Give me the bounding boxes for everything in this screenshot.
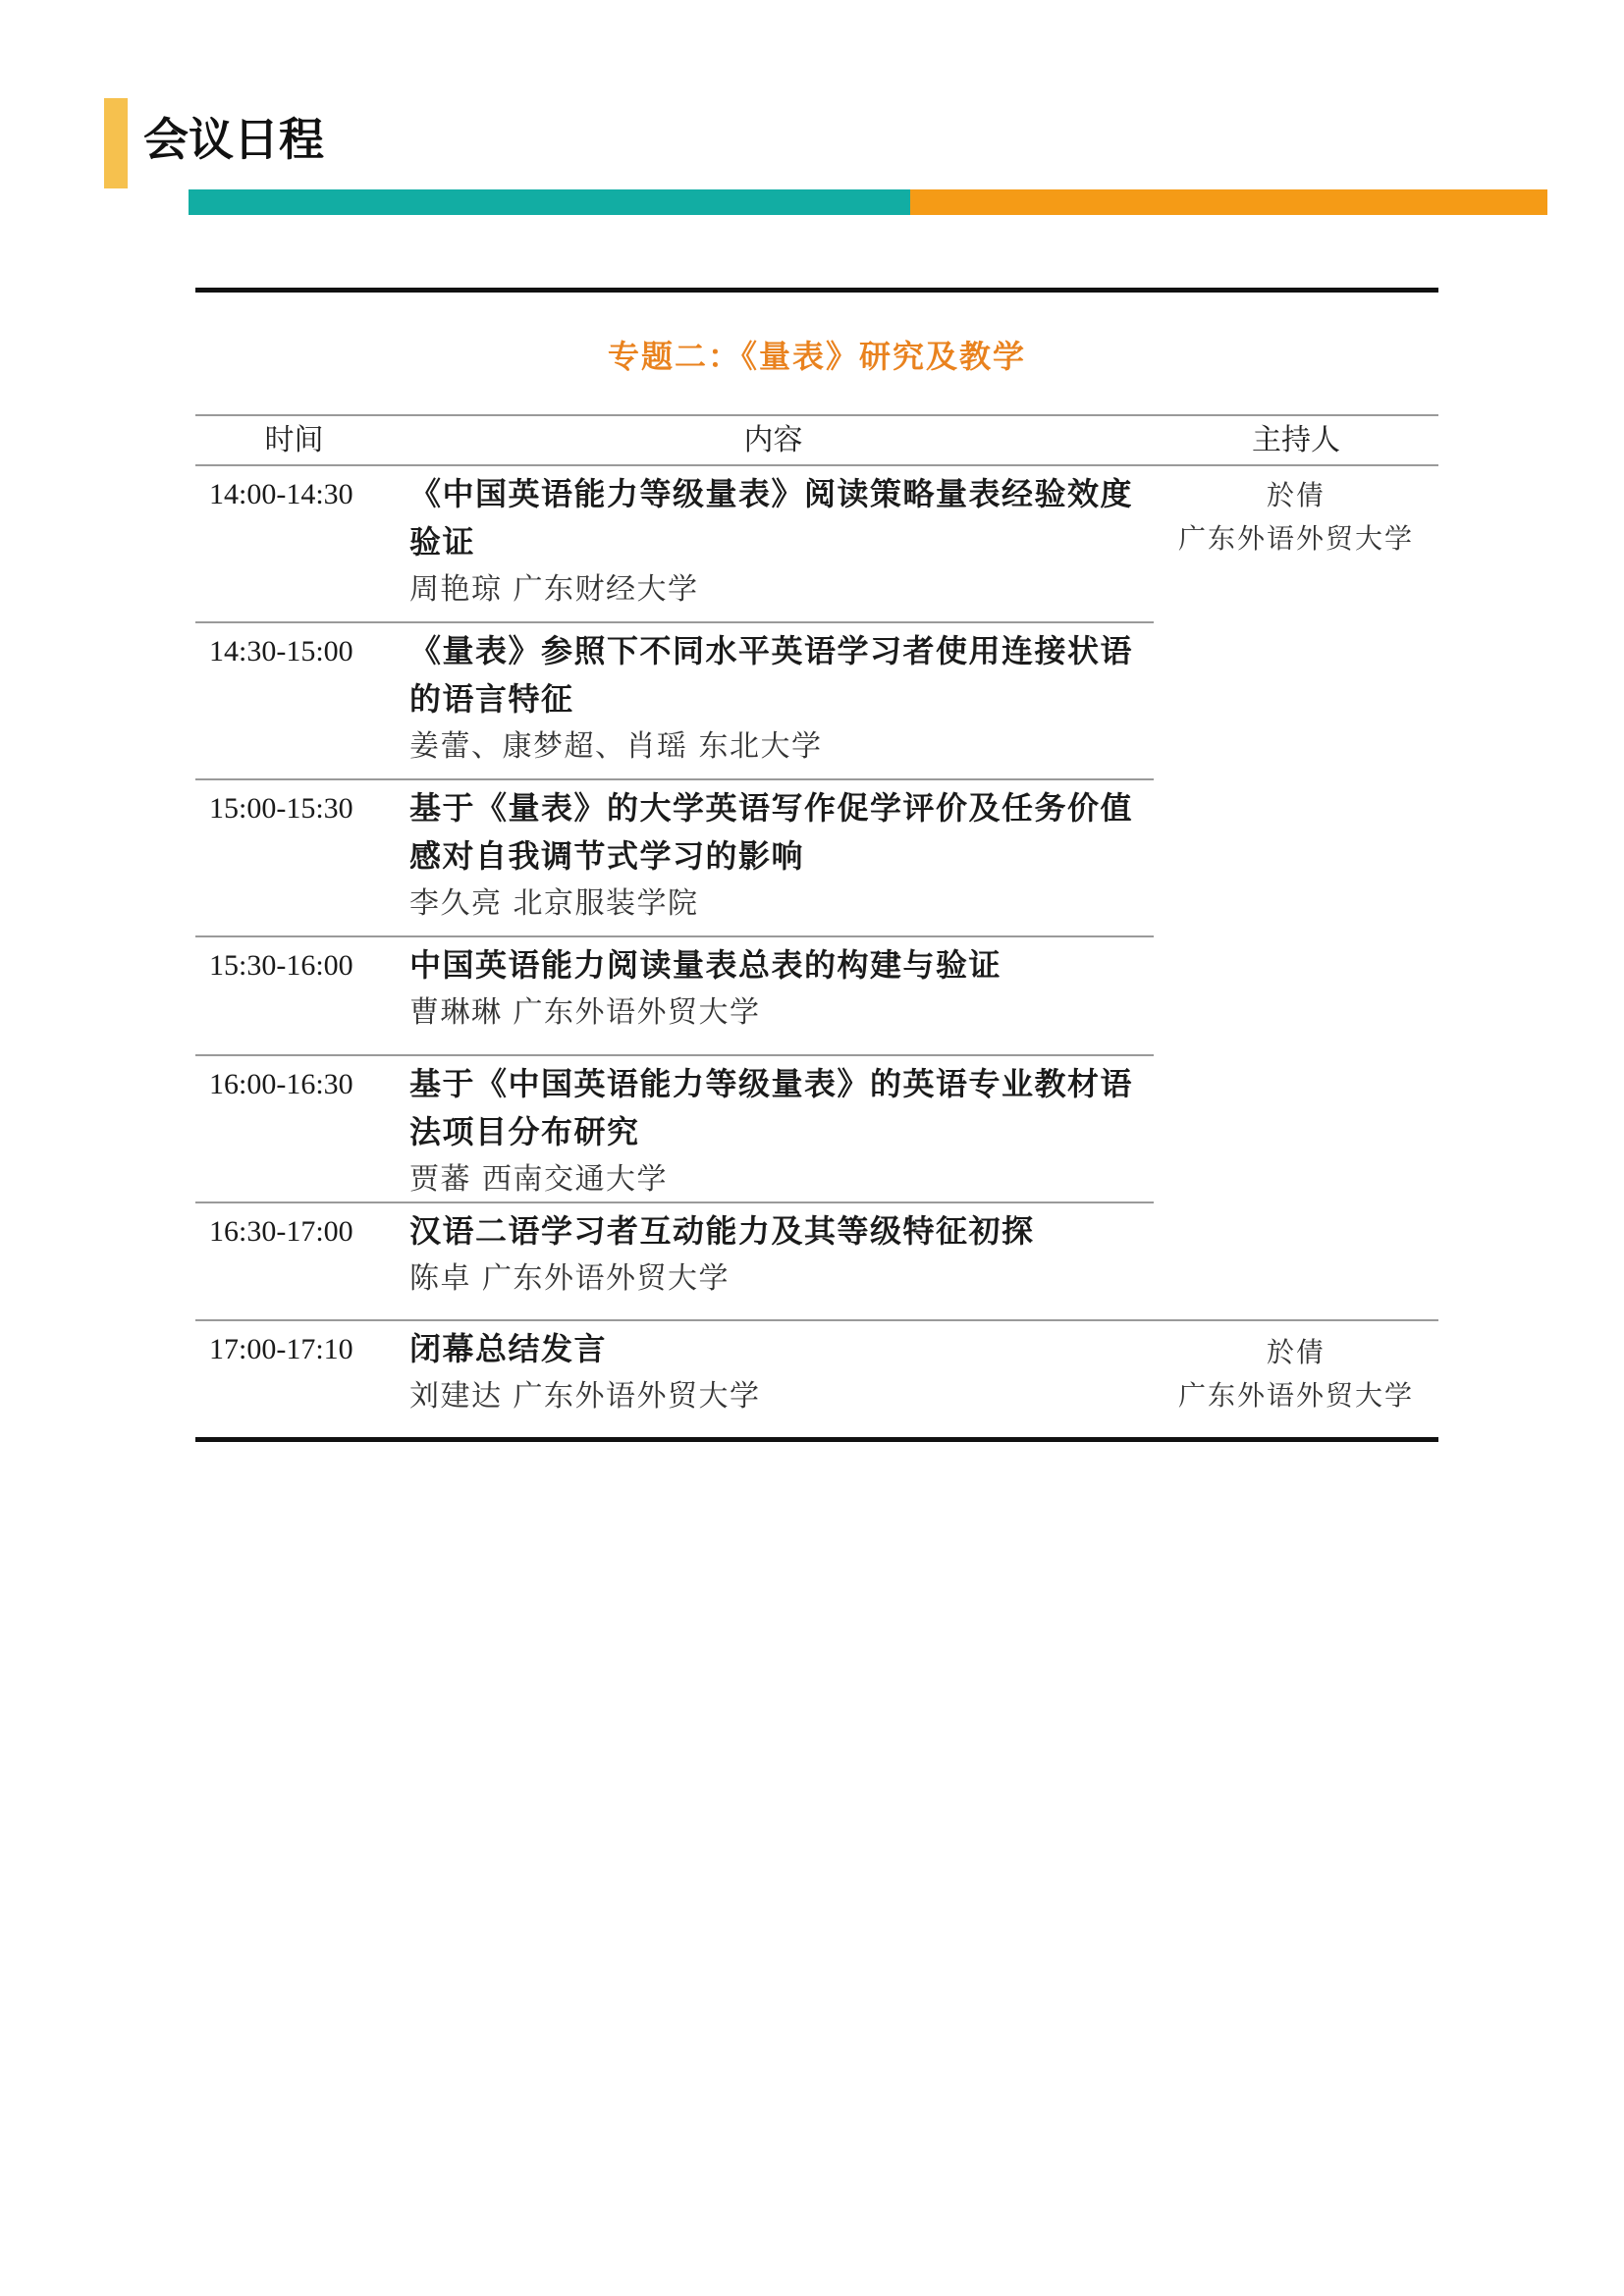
talk-title-line: 汉语二语学习者互动能力及其等级特征初探: [409, 1212, 1035, 1250]
talk-cell: [393, 1321, 1154, 1437]
time-slot: 15:00-15:30: [209, 792, 353, 825]
talk-cell: [393, 780, 1154, 937]
time-slot: 15:30-16:00: [209, 949, 353, 982]
schedule-table: [195, 288, 1438, 1442]
bar-orange-segment: [910, 189, 1547, 215]
talk-cell: [393, 1056, 1154, 1203]
talk-title-line: 中国英语能力阅读量表总表的构建与验证: [409, 946, 1002, 984]
talk-title-line: 验证: [409, 523, 476, 561]
section-marker: [104, 98, 128, 188]
host-name: 於倩: [1266, 1336, 1326, 1368]
time-slot: 14:00-14:30: [209, 478, 353, 510]
time-slot: 16:30-17:00: [209, 1215, 353, 1248]
talk-title-line: 法项目分布研究: [409, 1113, 640, 1150]
time-slot: 16:00-16:30: [209, 1068, 353, 1100]
talk-title-line: 基于《量表》的大学英语写作促学评价及任务价值: [409, 789, 1134, 827]
talk-cell: [393, 937, 1154, 1056]
schedule-row: [195, 937, 1438, 1056]
session-title: 专题二：《量表》研究及教学: [607, 338, 1026, 375]
decorative-bar: [189, 189, 1547, 215]
speaker-info: 陈卓 广东外语外贸大学: [409, 1261, 731, 1296]
speaker-info: 刘建达 广东外语外贸大学: [409, 1379, 761, 1414]
host-affiliation: 广东外语外贸大学: [1177, 1379, 1414, 1412]
speaker-info: 贾蕃 西南交通大学: [409, 1162, 669, 1197]
column-header-time: 时间: [264, 423, 324, 457]
talk-title-line: 基于《中国英语能力等级量表》的英语专业教材语: [409, 1065, 1134, 1102]
table-bottom-rule: [195, 1437, 1438, 1442]
talk-cell: [393, 1203, 1154, 1321]
bar-teal-segment: [189, 189, 910, 215]
column-headers: [195, 416, 1438, 466]
talk-cell: [393, 466, 1154, 623]
speaker-info: 曹琳琳 广东外语外贸大学: [409, 995, 761, 1030]
talk-title-line: 的语言特征: [409, 680, 574, 718]
time-slot: 14:30-15:00: [209, 635, 353, 667]
speaker-info: 姜蕾、康梦超、肖瑶 东北大学: [409, 729, 823, 764]
schedule-body: [195, 466, 1438, 1437]
talk-cell: [393, 623, 1154, 780]
host-info: [1154, 474, 1438, 561]
schedule-row: [195, 1056, 1438, 1203]
schedule-row: [195, 780, 1438, 937]
host-info: [1154, 1331, 1438, 1417]
speaker-info: 李久亮 北京服装学院: [409, 886, 699, 921]
column-header-content: 内容: [743, 423, 803, 457]
page-title: 会议日程: [143, 113, 324, 166]
speaker-info: 周艳琼 广东财经大学: [409, 572, 699, 607]
column-header-host: 主持人: [1252, 423, 1340, 457]
time-slot: 17:00-17:10: [209, 1333, 353, 1365]
talk-title-line: 感对自我调节式学习的影响: [409, 837, 805, 875]
host-name: 於倩: [1266, 479, 1326, 511]
talk-title-line: 《中国英语能力等级量表》阅读策略量表经验效度: [409, 475, 1134, 512]
talk-title-line: 《量表》参照下不同水平英语学习者使用连接状语: [409, 632, 1134, 669]
talk-title-line: 闭幕总结发言: [409, 1330, 608, 1367]
schedule-row: [195, 1203, 1438, 1321]
schedule-row: [195, 623, 1438, 780]
host-affiliation: 广东外语外贸大学: [1177, 522, 1414, 555]
